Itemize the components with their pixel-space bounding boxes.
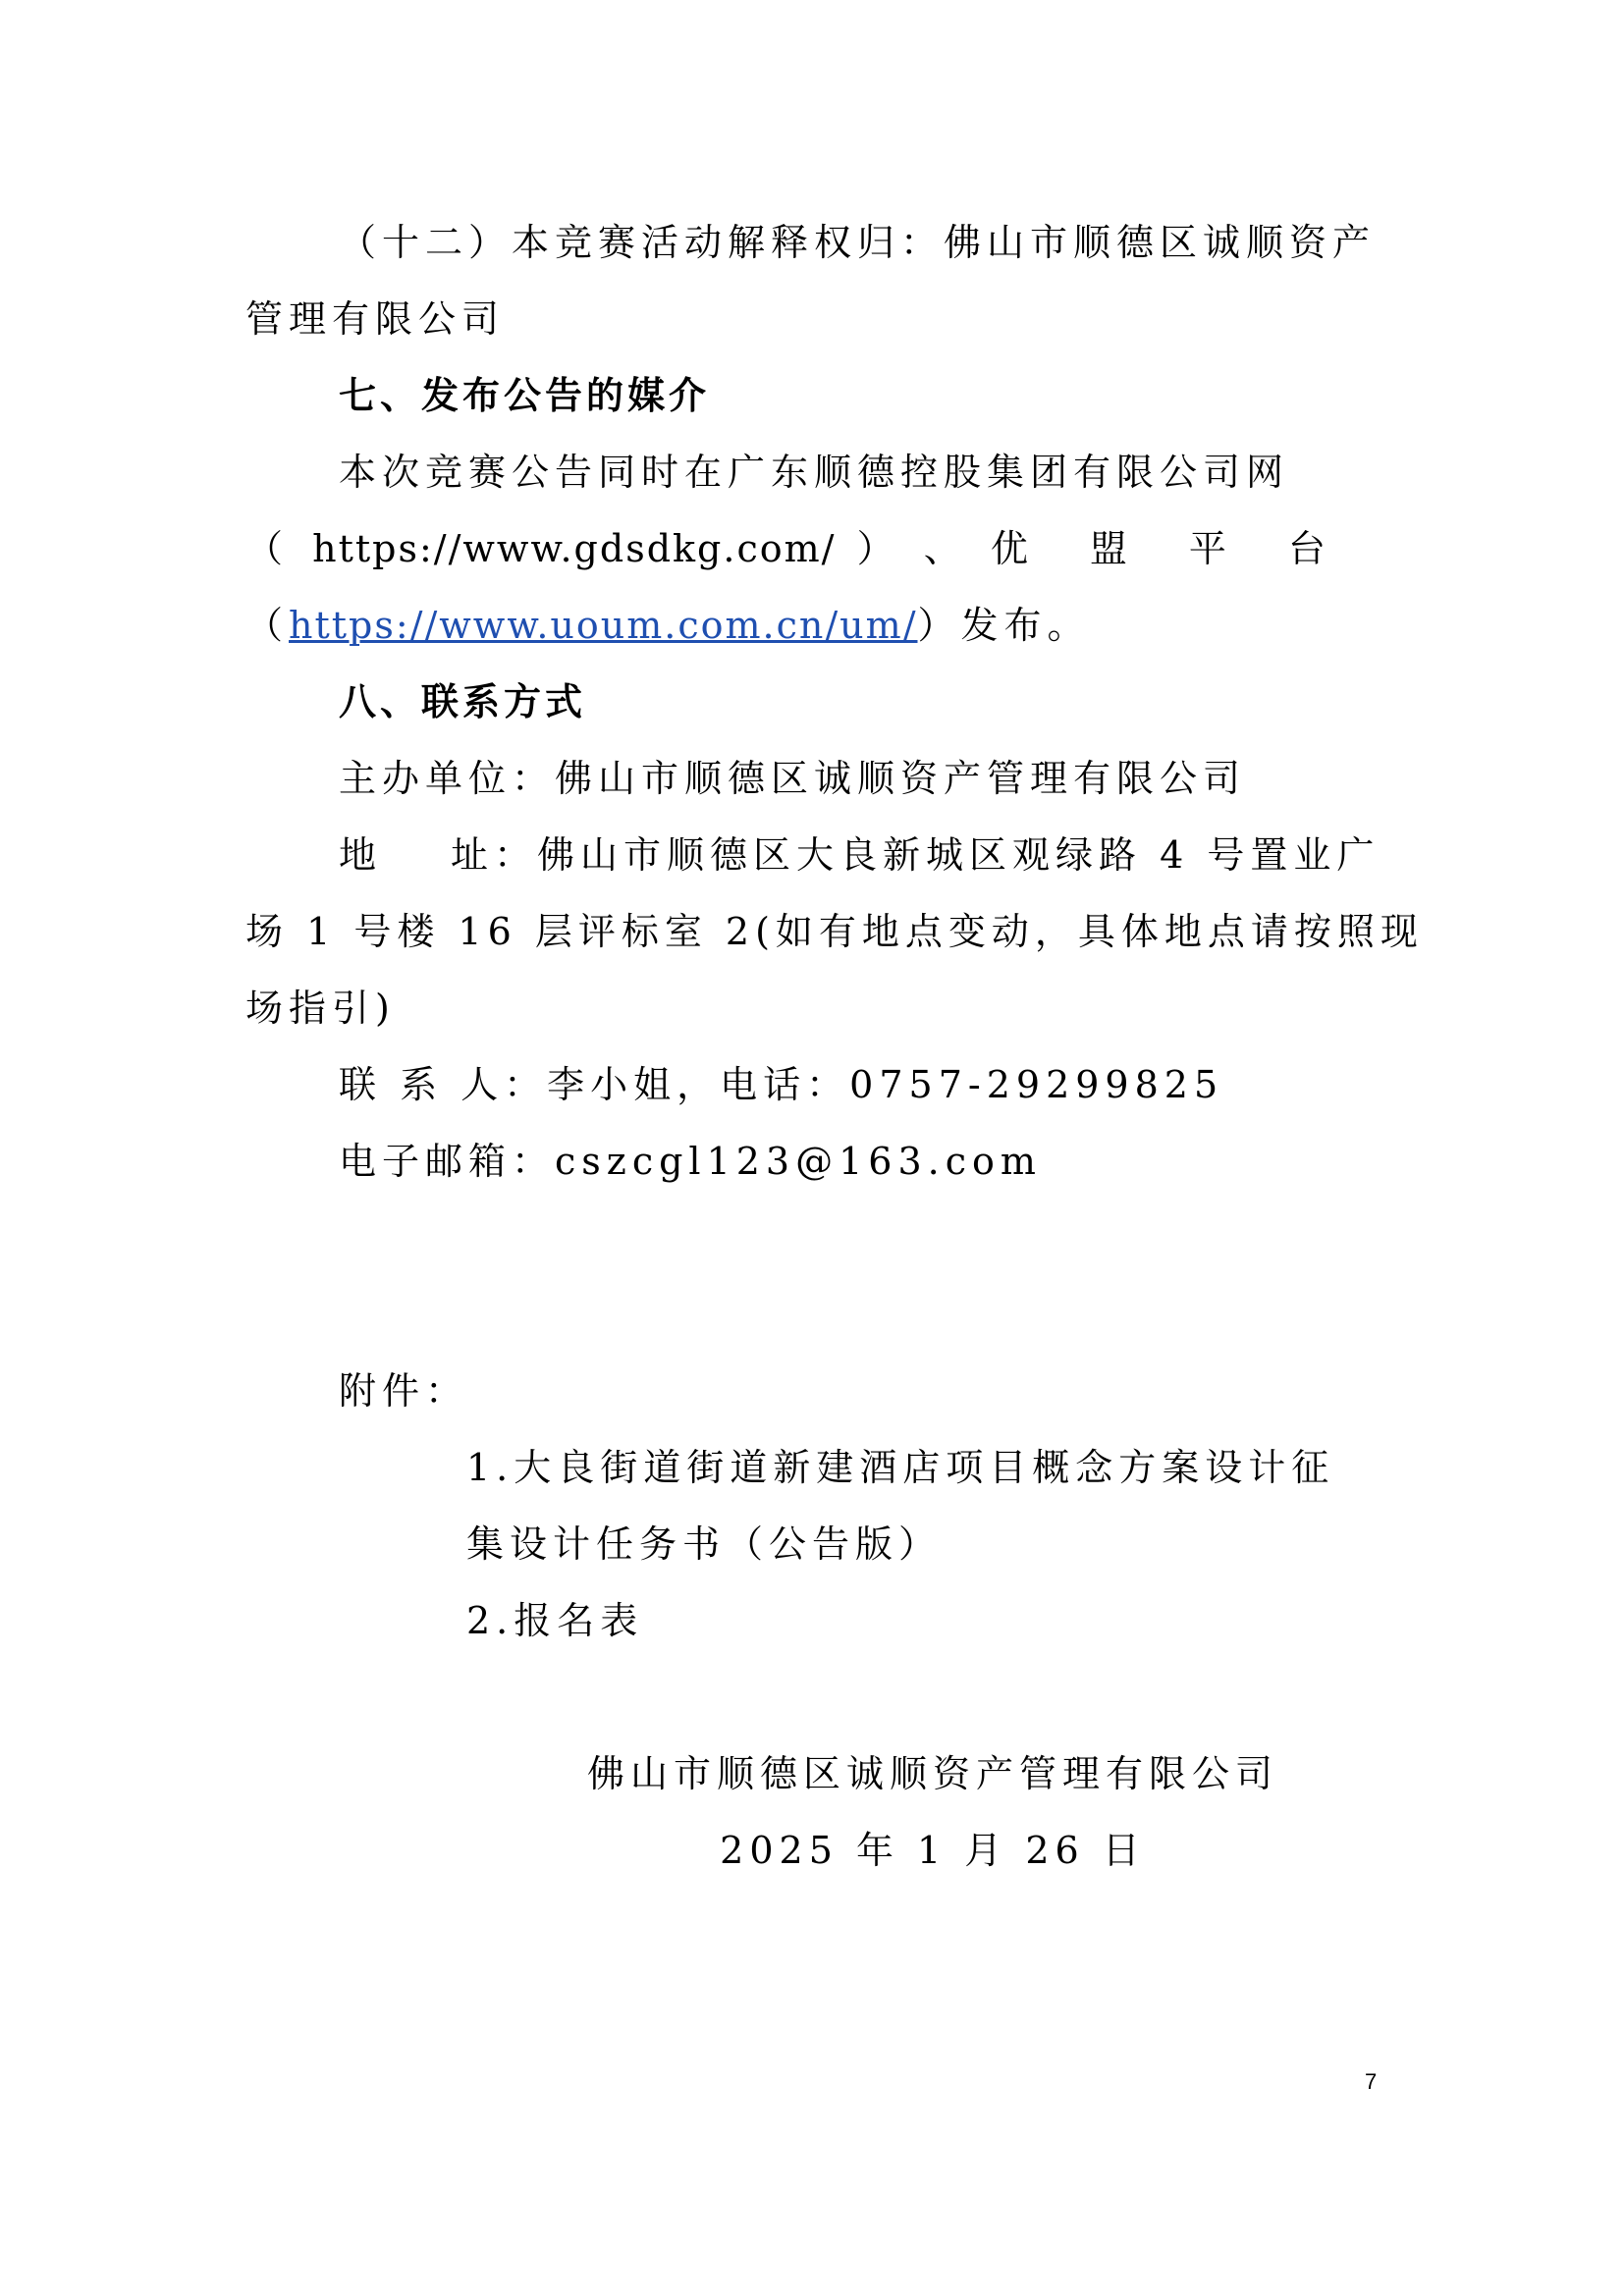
attachment-1-line-2: 集设计任务书（公告版） (466, 1522, 943, 1566)
section-7-paragraph-line-1: 本次竞赛公告同时在广东顺德控股集团有限公司网 (339, 451, 1290, 494)
contact-value: 李小姐，电话：0757-29299825 (547, 1063, 1224, 1106)
address-row-2: 场 1 号楼 16 层评标室 2(如有地点变动，具体地点请按照现 (245, 910, 1424, 953)
signature-date: 2025 年 1 月 26 日 (720, 1829, 1146, 1872)
email-label: 电子邮箱： (339, 1140, 556, 1183)
host-row (339, 740, 1384, 817)
item-12-line-1: （十二）本竞赛活动解释权归：佛山市顺德区诚顺资产 (339, 221, 1377, 264)
signature-org: 佛山市顺德区诚顺资产管理有限公司 (586, 1752, 1278, 1795)
paren-open: （ (245, 527, 293, 570)
section-7-paragraph-line-3 (245, 587, 1384, 664)
host-value: 佛山市顺德区诚顺资产管理有限公司 (555, 757, 1247, 800)
contact-row (339, 1046, 1384, 1123)
paren-close: ） (856, 527, 903, 570)
address-row-3: 场指引) (245, 987, 396, 1030)
email-value: cszcgl123@163.com (555, 1140, 1042, 1183)
separator: 、 (923, 527, 970, 570)
item-12-line-2: 管理有限公司 (245, 297, 506, 341)
page-number: 7 (1365, 2069, 1378, 2094)
paren-open: （ (245, 604, 290, 647)
contact-label: 联 系 人： (339, 1063, 548, 1106)
section-8-heading: 八、联系方式 (339, 680, 587, 723)
host-label: 主办单位： (339, 757, 556, 800)
gdsdkg-url: https://www.gdsdkg.com/ (312, 527, 837, 570)
attachment-2: 2.报名表 (466, 1599, 644, 1642)
section-7-heading: 七、发布公告的媒介 (339, 374, 711, 417)
attachments-label: 附件： (339, 1369, 469, 1413)
section-7-paragraph-line-2 (245, 510, 1384, 587)
address-row-1 (339, 817, 1384, 893)
attachment-1-line-1: 1.大良街道街道新建酒店项目概念方案设计征 (466, 1446, 1335, 1489)
email-row (339, 1123, 1384, 1200)
uoum-link[interactable]: https://www.uoum.com.cn/um/ (289, 604, 918, 647)
address-value-1: 佛山市顺德区大良新城区观绿路 4 号置业广 (537, 833, 1380, 877)
address-label-2: 址： (451, 833, 538, 877)
publish-text: ）发布。 (917, 604, 1091, 647)
platform-name: 优盟平台 (990, 527, 1384, 570)
address-label-1: 地 (339, 833, 383, 877)
